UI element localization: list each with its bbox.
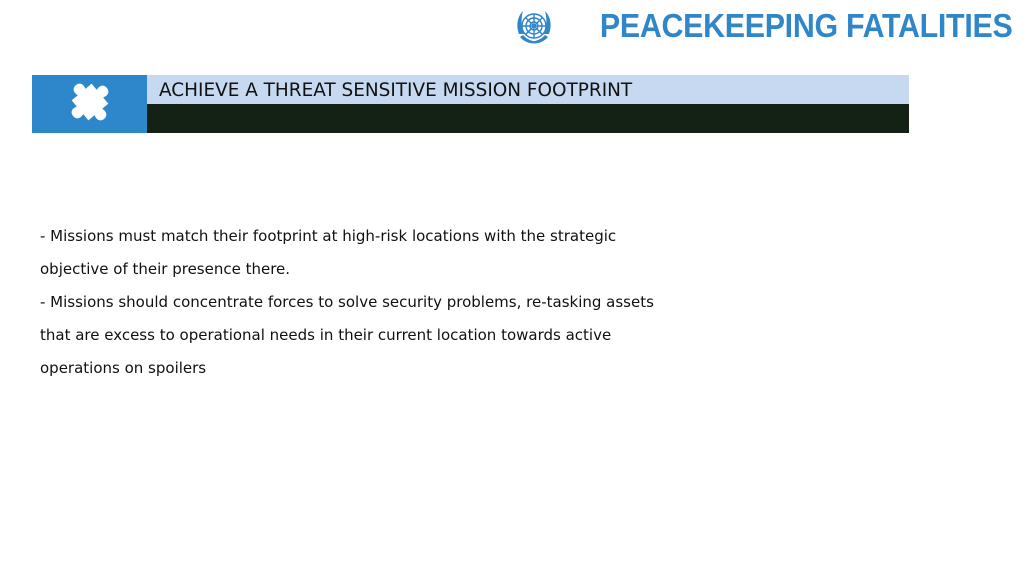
section-icon-box	[32, 75, 147, 133]
puzzle-piece-icon	[63, 77, 117, 132]
brand-title: PEACEKEEPING FATALITIES	[599, 7, 1012, 44]
section-title-band	[147, 75, 909, 104]
section-dark-band	[147, 104, 909, 133]
header-brand	[512, 4, 1012, 48]
body-line: operations on spoilers	[40, 359, 207, 377]
body-line: that are excess to operational needs in their current location towards active	[40, 326, 612, 344]
un-emblem-icon	[512, 4, 556, 48]
body-text	[40, 220, 700, 385]
body-line: - Missions should concentrate forces to solve security problems, re-tasking assets	[40, 293, 654, 311]
section-title: ACHIEVE A THREAT SENSITIVE MISSION FOOTPRINT	[159, 79, 633, 101]
body-line: - Missions must match their footprint at high-risk locations with the strategic	[40, 227, 617, 245]
section-header-bar	[32, 75, 909, 133]
body-line: objective of their presence there.	[40, 260, 291, 278]
